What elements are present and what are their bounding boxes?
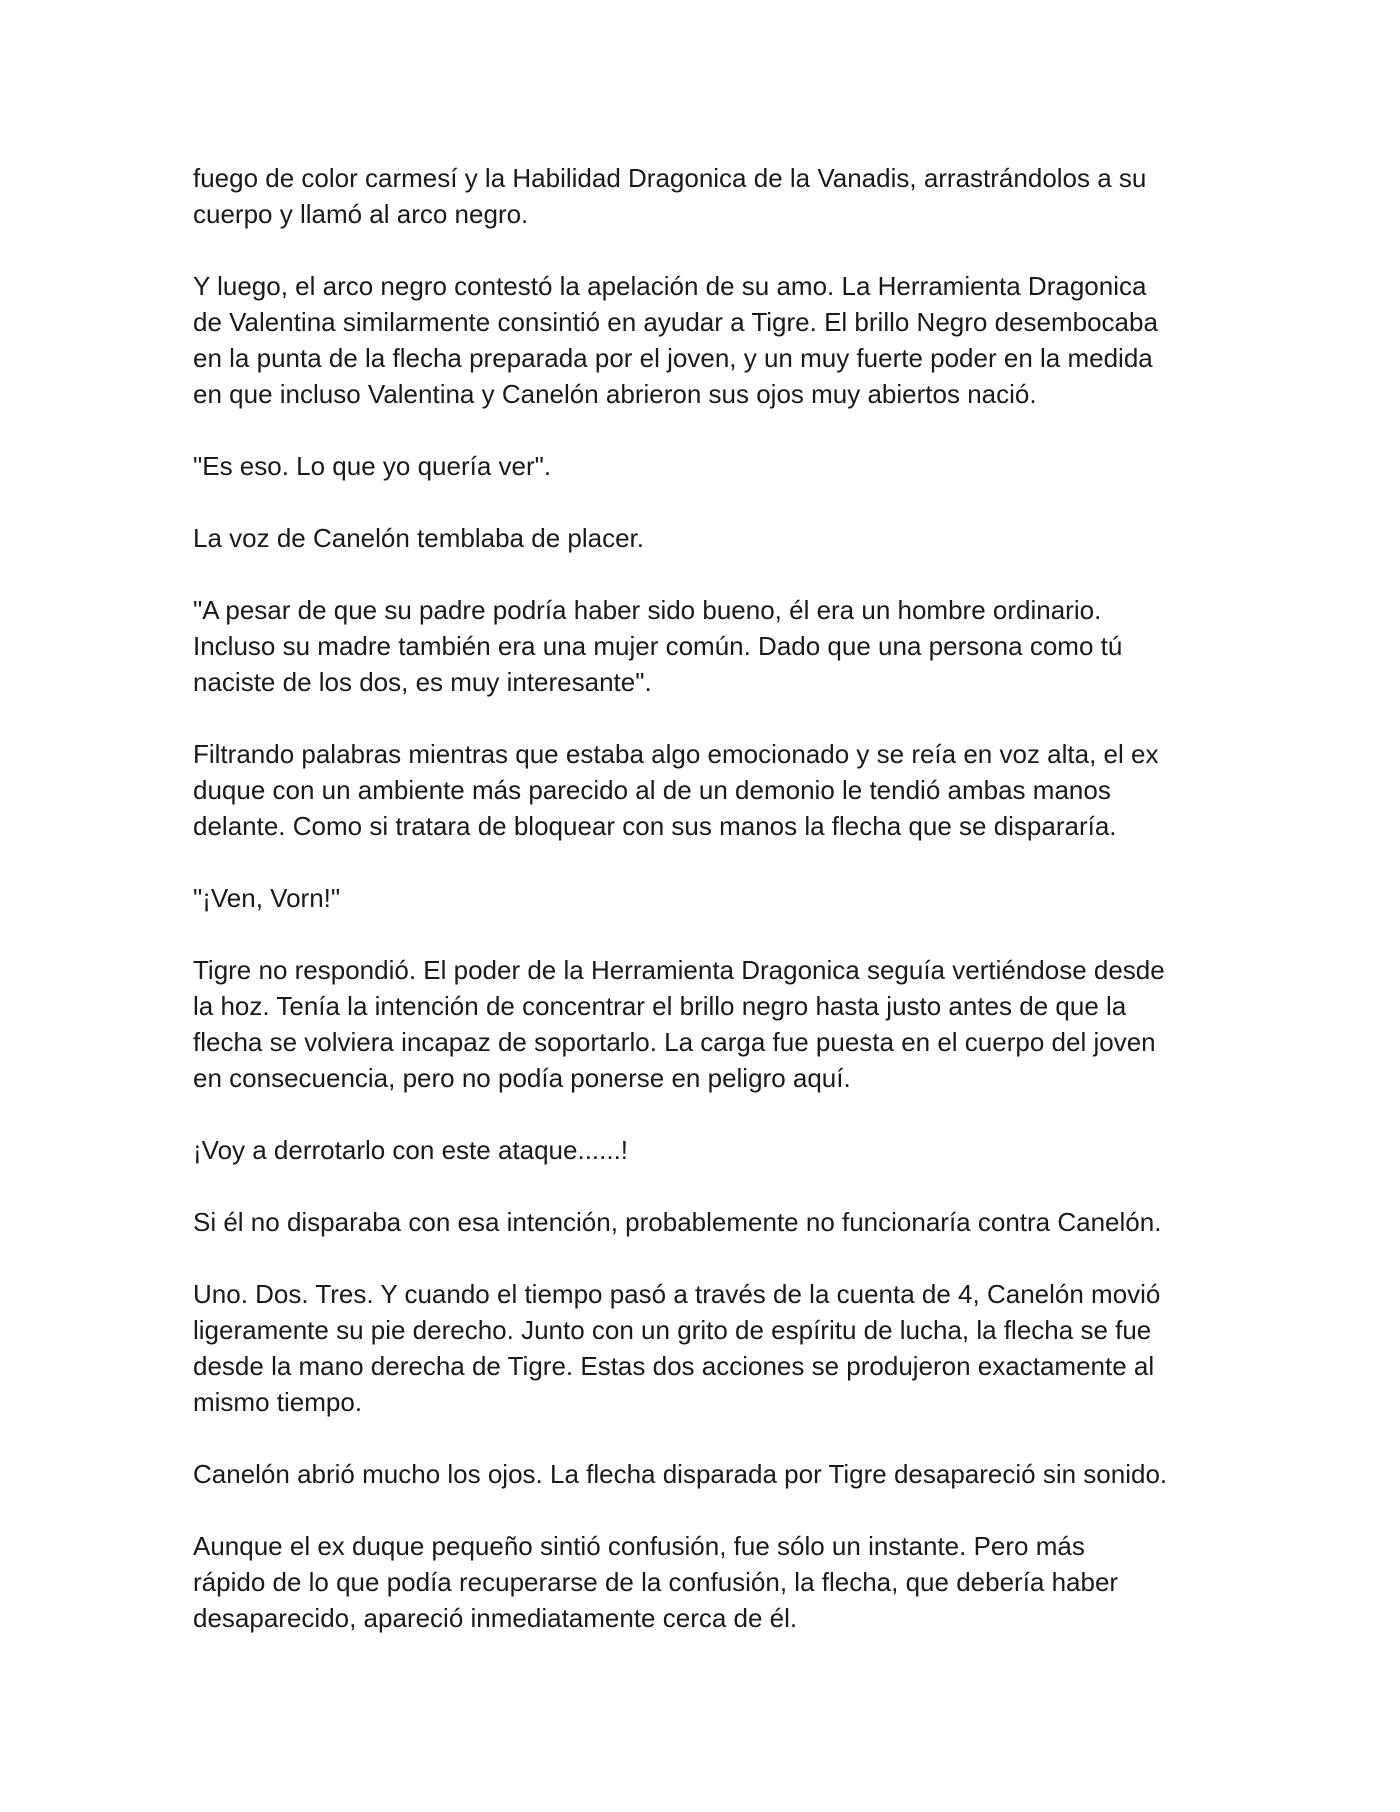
paragraph: "A pesar de que su padre podría haber sido bueno, él era un hombre ordinario. Incluso su madre también era una mujer común. Dado que una persona como tú naciste de los dos, es muy interesante". bbox=[193, 595, 1123, 697]
paragraph: Y luego, el arco negro contestó la apelación de su amo. La Herramienta Dragonica de Valentina similarmente consintió en ayudar a Tigre. El brillo Negro desembocaba en la punta de la flecha preparada por el joven, y un muy fuerte poder en la medida en que incluso Valentina y Canelón abrieron sus ojos muy abiertos nació. bbox=[193, 271, 1158, 409]
paragraph: Filtrando palabras mientras que estaba algo emocionado y se reía en voz alta, el ex duque con un ambiente más parecido al de un demonio le tendió ambas manos delante. Como si tratara de bloquear con sus manos la flecha que se dispararía. bbox=[193, 739, 1159, 841]
paragraph: Canelón abrió mucho los ojos. La flecha disparada por Tigre desapareció sin sonido. bbox=[193, 1459, 1168, 1489]
paragraph: Aunque el ex duque pequeño sintió confusión, fue sólo un instante. Pero más rápido de lo que podía recuperarse de la confusión, la flecha, que debería haber desaparecido, apareció inmediatamente cerca de él. bbox=[193, 1531, 1119, 1633]
paragraph: Tigre no respondió. El poder de la Herramienta Dragonica seguía vertiéndose desde la hoz. Tenía la intención de concentrar el brillo negro hasta justo antes de que la flecha se volviera incapaz de soportarlo. La carga fue puesta en el cuerpo del joven en consecuencia, pero no podía ponerse en peligro aquí. bbox=[193, 955, 1165, 1093]
paragraph: fuego de color carmesí y la Habilidad Dragonica de la Vanadis, arrastrándolos a su cuerpo y llamó al arco negro. bbox=[193, 163, 1147, 229]
paragraph: Uno. Dos. Tres. Y cuando el tiempo pasó a través de la cuenta de 4, Canelón movió ligeramente su pie derecho. Junto con un grito de espíritu de lucha, la flecha se fue desde la mano derecha de Tigre. Estas dos acciones se produjeron exactamente al mismo tiempo. bbox=[193, 1279, 1161, 1417]
document-body bbox=[193, 160, 1223, 1636]
paragraph: La voz de Canelón temblaba de placer. bbox=[193, 523, 644, 553]
paragraph: Si él no disparaba con esa intención, probablemente no funcionaría contra Canelón. bbox=[193, 1207, 1162, 1237]
paragraph: "¡Ven, Vorn!" bbox=[193, 883, 341, 913]
paragraph: ¡Voy a derrotarlo con este ataque......! bbox=[193, 1135, 629, 1165]
paragraph: "Es eso. Lo que yo quería ver". bbox=[193, 451, 552, 481]
